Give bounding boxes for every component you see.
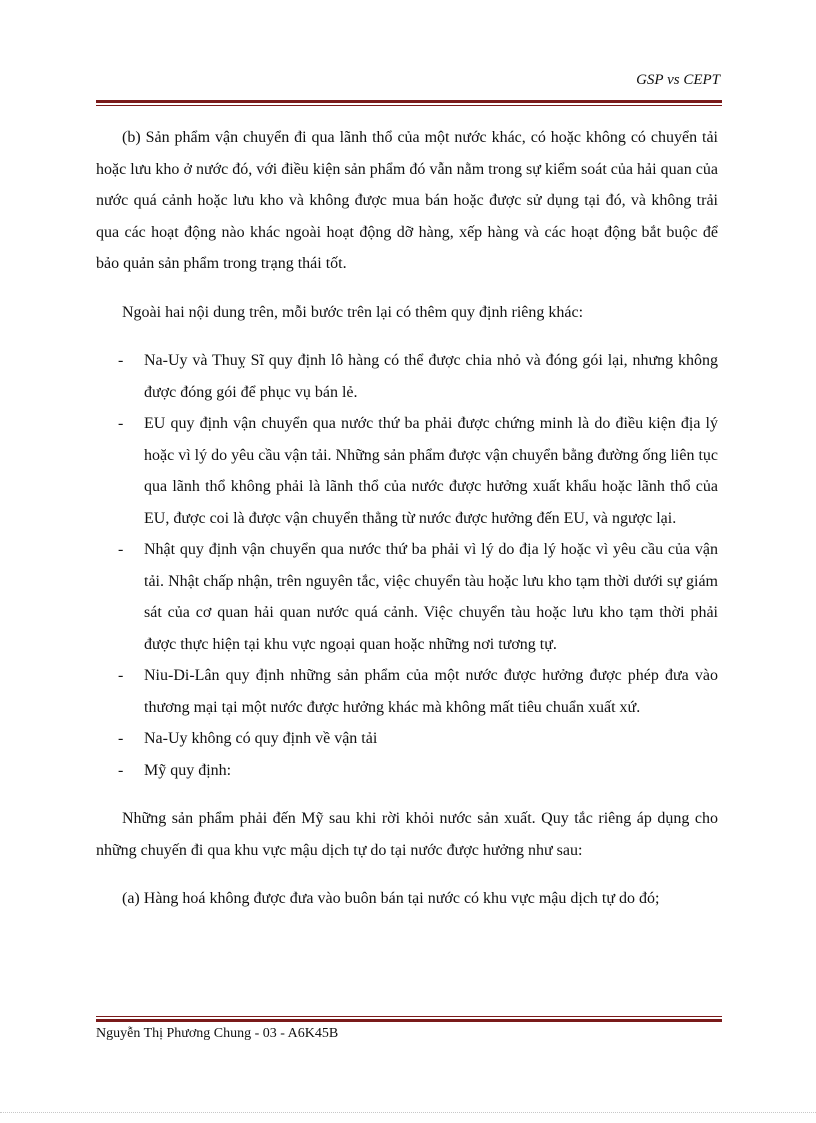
header-rule [96, 100, 722, 106]
list-item-text: EU quy định vận chuyển qua nước thứ ba phải được chứng minh là do điều kiện địa lý hoặc vì lý do yêu cầu vận tải. Những sản phẩm được vận chuyển bằng đường ống liên tục qua lãnh thổ không phải là lãnh thổ của nước được hưởng xuất khẩu hoặc lãnh thổ của EU, được coi là được vận chuyển thẳng từ nước được hưởng đến EU, và ngược lại. [144, 415, 718, 527]
list-item [96, 345, 718, 408]
list-item-text: Niu-Di-Lân quy định những sản phẩm của một nước được hưởng được phép đưa vào thương mại tại một nước được hưởng khác mà không mất tiêu chuẩn xuất xứ. [144, 667, 718, 716]
list-item [96, 534, 718, 660]
list-item [96, 408, 718, 534]
list-item-text: Nhật quy định vận chuyển qua nước thứ ba phải vì lý do địa lý hoặc vì yêu cầu của vận tải. Nhật chấp nhận, trên nguyên tắc, việc chuyển tàu hoặc lưu kho tạm thời dưới sự giám sát của cơ quan hải quan nước quá cảnh. Việc chuyển tàu hoặc lưu kho tạm thời phải được thực hiện tại khu vực ngoại quan hoặc những nơi tương tự. [144, 541, 718, 653]
list-item-text: Na-Uy và Thuỵ Sĩ quy định lô hàng có thể được chia nhỏ và đóng gói lại, nhưng không được đóng gói để phục vụ bán lẻ. [144, 352, 718, 401]
paragraph-condition-a: (a) Hàng hoá không được đưa vào buôn bán tại nước có khu vực mậu dịch tự do đó; [122, 890, 660, 907]
page-edge-divider [0, 1112, 816, 1113]
footer-author: Nguyễn Thị Phương Chung - 03 - A6K45B [96, 1026, 339, 1041]
list-item [96, 723, 718, 755]
list-item-text: Mỹ quy định: [144, 761, 232, 779]
bullet-marker: - [118, 730, 124, 747]
paragraph-us-rules: Những sản phẩm phải đến Mỹ sau khi rời khỏi nước sản xuất. Quy tắc riêng áp dụng cho những chuyến đi qua khu vực mậu dịch tự do tại nước được hưởng như sau: [96, 810, 718, 859]
list-item [96, 660, 718, 723]
page-body [96, 122, 718, 915]
bullet-marker: - [118, 667, 124, 684]
header-title: GSP vs CEPT [636, 72, 720, 88]
bullet-marker: - [118, 352, 124, 369]
paragraph-transport-condition-b: (b) Sản phẩm vận chuyển đi qua lãnh thổ của một nước khác, có hoặc không có chuyển tải hoặc lưu kho ở nước đó, với điều kiện sản phẩm đó vẫn nằm trong sự kiểm soát của hải quan của nước quá cảnh hoặc lưu kho và không được mua bán hoặc được sử dụng tại đó, và không trải qua các hoạt động nào khác ngoài hoạt động dỡ hàng, xếp hàng và các hoạt động bắt buộc để bảo quản sản phẩm trong trạng thái tốt. [96, 129, 718, 272]
list-item-text: Na-Uy không có quy định về vận tải [144, 730, 378, 747]
bullet-marker: - [118, 541, 124, 558]
bullet-marker: - [118, 415, 124, 432]
footer-rule [96, 1016, 722, 1022]
list-item [96, 755, 718, 787]
country-rules-list [96, 345, 718, 786]
paragraph-intro-specific-rules: Ngoài hai nội dung trên, mỗi bước trên lại có thêm quy định riêng khác: [122, 303, 584, 321]
bullet-marker: - [118, 761, 124, 779]
